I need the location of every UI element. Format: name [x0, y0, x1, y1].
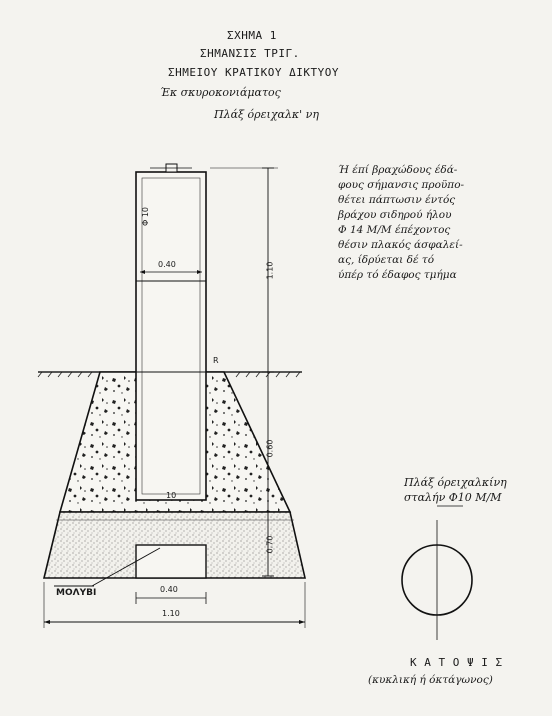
foundation-height-label: 0.70: [265, 535, 275, 554]
subtitle-plate: Πλάξ όρειχαλκ' νη: [214, 108, 319, 121]
pillar-width-label: 0.40: [158, 260, 176, 269]
height-above-ground-label: 1.10: [265, 261, 275, 280]
height-below-ground-label: 0.60: [265, 439, 275, 458]
lead-label: ΜΟΛΥΒΙ: [56, 588, 97, 598]
plate-label-line-1: Πλάξ όρειχαλκίνη: [404, 476, 507, 489]
plate-label-line-2: σταλήν Φ10 Μ/Μ: [404, 491, 502, 504]
title-line-2: ΣΗΜΑΝΣΙΣ ΤΡΙΓ.: [200, 47, 300, 60]
lead-block: [136, 545, 206, 578]
pillar-diameter-label: Φ 10: [141, 206, 151, 227]
title-line-3: ΣΗΜΕΙΟΥ ΚΡΑΤΙΚΟΥ ΔΙΚΤΥΟΥ: [168, 66, 339, 79]
bottom-marker-label: 10: [166, 491, 177, 500]
subtitle-material: Έκ σκυροκονιάματος: [160, 86, 281, 99]
rock-ground-note: Ή έπί βραχώδους έδά- φους σήμανσις προϋπο- θέτει πάπτωσιν έντός βράχου σιδηρού ήλου Φ 14 Μ/Μ έπέχοντος θέσιν πλακός άσφαλεί- ας, ίδρύεται δέ τό ύπέρ τό έδαφος τμήμα: [338, 164, 465, 281]
plan-view-subtitle: (κυκλική ή όκτάγωνος): [368, 674, 493, 686]
figure-title: ΣΧΗΜΑ 1: [227, 29, 277, 42]
base-width-label: 1.10: [162, 609, 180, 618]
plan-view-title: Κ Α Τ Ο Ψ Ι Σ: [410, 656, 503, 669]
ground-marker-label: R: [213, 356, 219, 365]
lead-width-label: 0.40: [160, 585, 178, 594]
